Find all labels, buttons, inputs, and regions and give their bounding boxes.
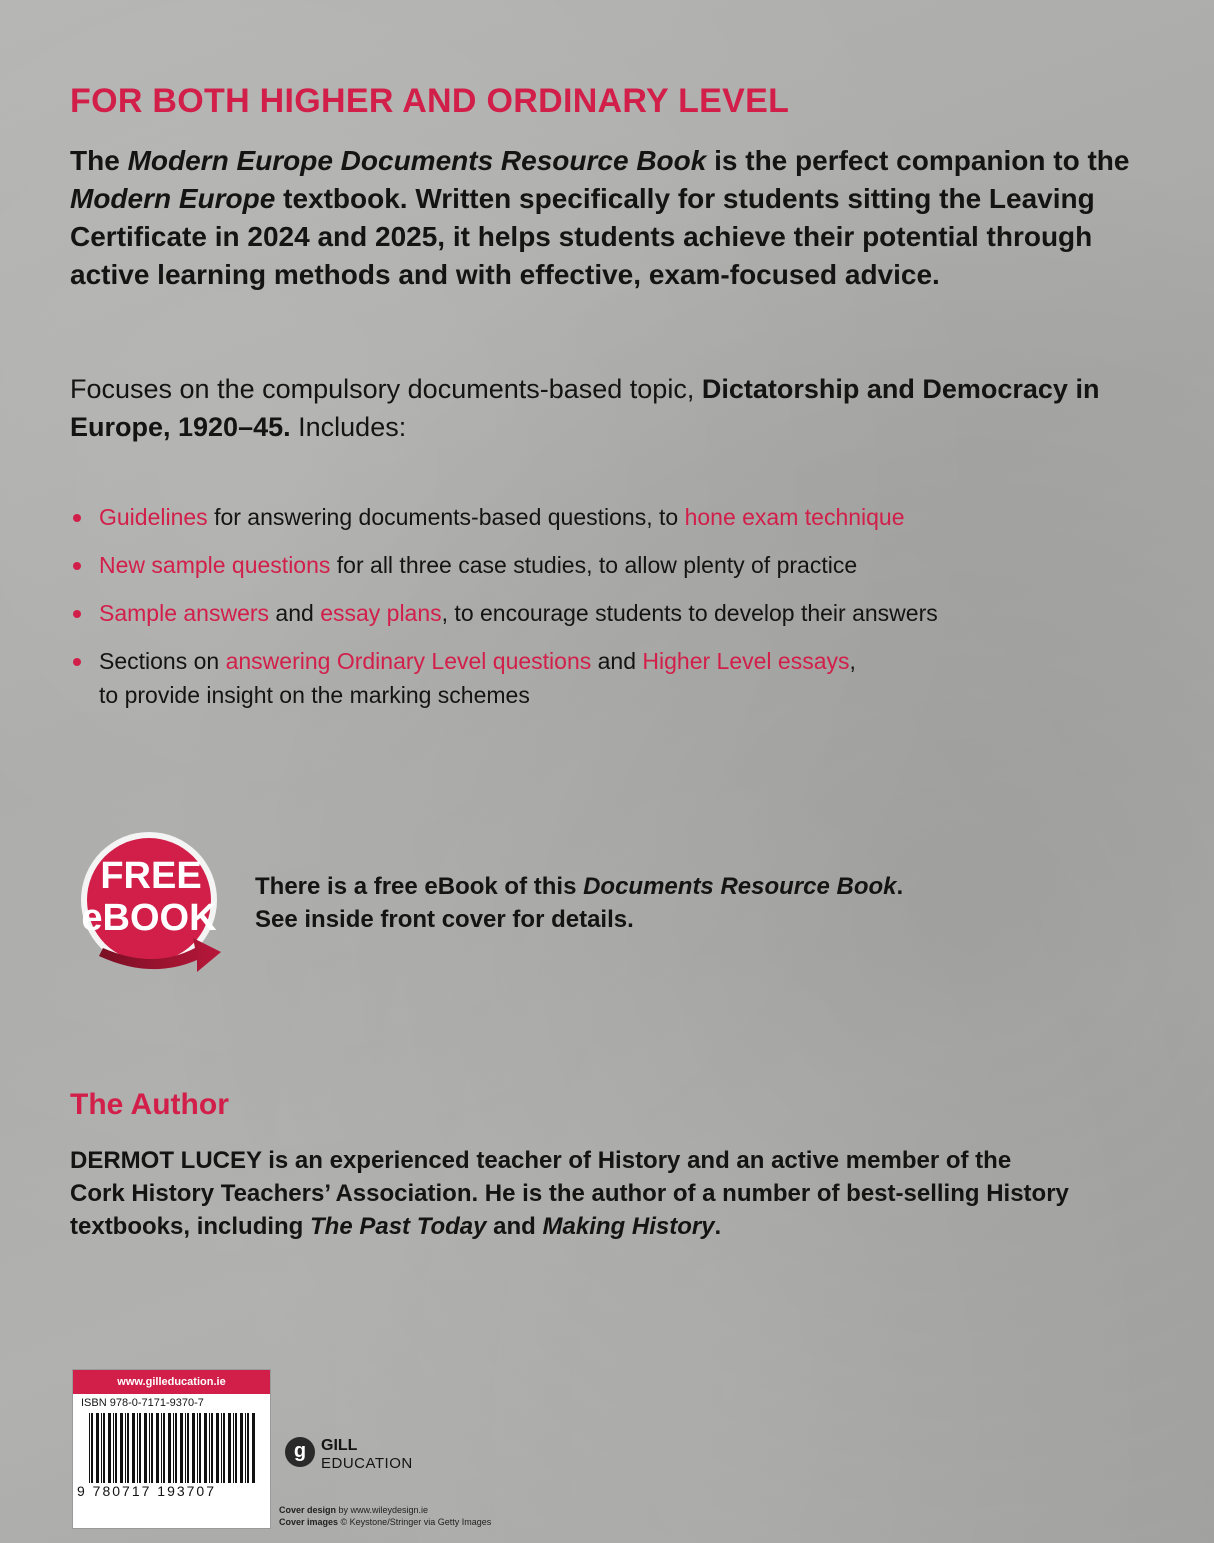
barcode-bar [96,1413,99,1483]
barcode-bar [89,1413,90,1483]
barcode-bar [120,1413,123,1483]
cover-images-credit: Cover images © Keystone/Stringer via Getty Images [279,1517,492,1527]
barcode-bar [168,1413,171,1483]
website-label: www.gilleducation.ie [73,1370,270,1394]
barcode-bar [163,1413,165,1483]
barcode-number: 9 780717 193707 [77,1483,216,1499]
isbn: ISBN 978-0-7171-9370-7 [81,1397,204,1409]
barcode-bar [132,1413,135,1483]
publisher-sub: EDUCATION [321,1455,413,1472]
barcode-bar [103,1413,105,1483]
barcode-bar [144,1413,147,1483]
bullet-icon [73,562,81,570]
barcode-bar [199,1413,201,1483]
intro-paragraph: The Modern Europe Documents Resource Book is the perfect companion to the Modern Europe textbook. Written specifically for students sitting the Leaving Certificate in 2024 and 2025, it helps students achieve their potential through active learning methods and with effective, exam-focused advice. [70,145,1130,290]
list-item: New sample questions for all three case studies, to allow plenty of practice [70,548,1170,582]
includes-list [70,500,1170,726]
focus-topic: Dictatorship and Democracy in Europe, 1920–45. [70,374,1100,442]
author-name: DERMOT LUCEY [70,1147,262,1174]
barcode-bar [125,1413,126,1483]
barcode-bar [245,1413,246,1483]
barcode-bar [175,1413,177,1483]
barcode-bar [240,1413,243,1483]
badge-line-1: FREE [100,855,202,897]
list-item: Sample answers and essay plans, to encourage students to develop their answers [70,596,1170,630]
ebook-note: There is a free eBook of this Documents Resource Book. See inside front cover for details. [255,873,904,933]
barcode-bar [137,1413,138,1483]
barcode-bar [127,1413,129,1483]
bullet-icon [73,610,81,618]
gill-logo-icon: g [285,1437,315,1467]
author-bio: DERMOT LUCEY is an experienced teacher of History and an active member of the Cork History Teachers’ Association. He is the author of a number of best-selling History textbooks, including The Past Today and Making History. [70,1147,1069,1240]
barcode-bar [204,1413,207,1483]
barcode-bar [173,1413,174,1483]
free-ebook-badge-icon [73,830,233,980]
barcode-bar [216,1413,219,1483]
barcode-bar [101,1413,102,1483]
barcode-bar [211,1413,213,1483]
barcode-bar [209,1413,210,1483]
barcode-bar [187,1413,189,1483]
cover-design-credit: Cover design by www.wileydesign.ie [279,1505,429,1515]
focus-paragraph: Focuses on the compulsory documents-based topic, Dictatorship and Democracy in Europe, 1920–45. Includes: [70,374,1100,442]
barcode-bar [233,1413,234,1483]
barcode-bar [161,1413,162,1483]
list-item: Guidelines for answering documents-based questions, to hone exam technique [70,500,1170,534]
barcode-bar [235,1413,237,1483]
barcode-bar [247,1413,249,1483]
barcode-bar [223,1413,225,1483]
barcode-bar [185,1413,186,1483]
barcode-bar [149,1413,150,1483]
barcode-bar [108,1413,111,1483]
barcode-block [72,1369,271,1529]
barcode-bar [115,1413,117,1483]
bullet-icon [73,514,81,522]
barcode-bar [228,1413,231,1483]
publisher-name: GILL [321,1437,358,1454]
author-heading: The Author [70,1088,229,1121]
barcode-bar [113,1413,114,1483]
list-item: Sections on answering Ordinary Level questions and Higher Level essays, to provide insight on the marking schemes [70,644,1170,712]
bullet-icon [73,658,81,666]
barcode-bar [180,1413,183,1483]
barcode-icon [83,1413,261,1483]
barcode-bar [221,1413,222,1483]
barcode-bar [197,1413,198,1483]
barcode-bar [252,1413,255,1483]
badge-line-2: eBOOK [81,897,217,939]
page-heading: FOR BOTH HIGHER AND ORDINARY LEVEL [70,82,790,120]
textbook-title: Modern Europe [70,183,276,214]
barcode-bar [156,1413,159,1483]
book-title: Modern Europe Documents Resource Book [127,145,707,176]
barcode-bar [139,1413,141,1483]
barcode-bar [91,1413,93,1483]
barcode-bar [192,1413,195,1483]
barcode-bar [151,1413,153,1483]
